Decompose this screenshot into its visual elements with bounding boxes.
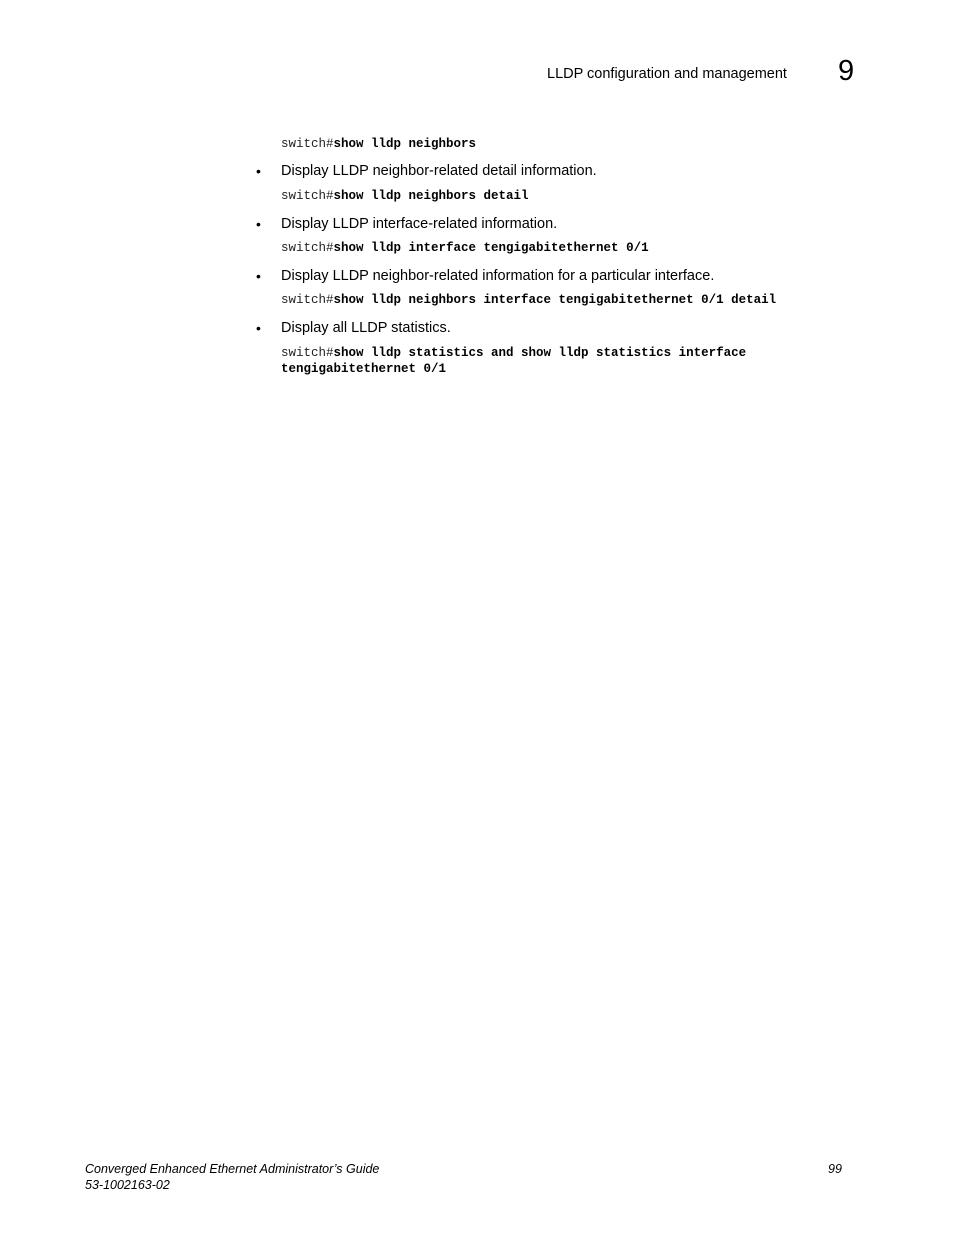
- command-example-continuation: [281, 361, 446, 377]
- cli-command: show lldp neighbors interface tengigabitethernet 0/1 detail: [333, 293, 777, 307]
- footer-book-title: Converged Enhanced Ethernet Administrator’s Guide: [85, 1162, 380, 1176]
- cli-prompt: switch#: [281, 346, 334, 360]
- bullet-item: Display LLDP interface-related information.: [281, 216, 558, 232]
- cli-prompt: switch#: [281, 241, 334, 255]
- cli-command: tengigabitethernet 0/1: [281, 362, 447, 376]
- command-example: [281, 345, 746, 361]
- cli-command: show lldp neighbors: [333, 137, 477, 151]
- bullet-glyph: •: [256, 163, 261, 179]
- command-example: [281, 292, 776, 308]
- command-example: [281, 136, 476, 152]
- cli-prompt: switch#: [281, 293, 334, 307]
- command-example: [281, 188, 529, 204]
- bullet-glyph: •: [256, 216, 261, 232]
- bullet-glyph: •: [256, 268, 261, 284]
- bullet-item: Display LLDP neighbor-related information for a particular interface.: [281, 268, 715, 284]
- footer-page-number: 99: [828, 1162, 842, 1176]
- cli-command: show lldp interface tengigabitethernet 0/1: [333, 241, 649, 255]
- cli-prompt: switch#: [281, 189, 334, 203]
- chapter-number: 9: [838, 55, 855, 87]
- cli-command: show lldp statistics and show lldp statistics interface: [333, 346, 747, 360]
- cli-prompt: switch#: [281, 137, 334, 151]
- running-header-title: LLDP configuration and management: [547, 66, 787, 82]
- bullet-glyph: •: [256, 320, 261, 336]
- bullet-item: Display all LLDP statistics.: [281, 320, 451, 336]
- bullet-item: Display LLDP neighbor-related detail information.: [281, 163, 597, 179]
- command-example: [281, 240, 649, 256]
- cli-command: show lldp neighbors detail: [333, 189, 529, 203]
- footer-doc-number: 53-1002163-02: [85, 1178, 170, 1192]
